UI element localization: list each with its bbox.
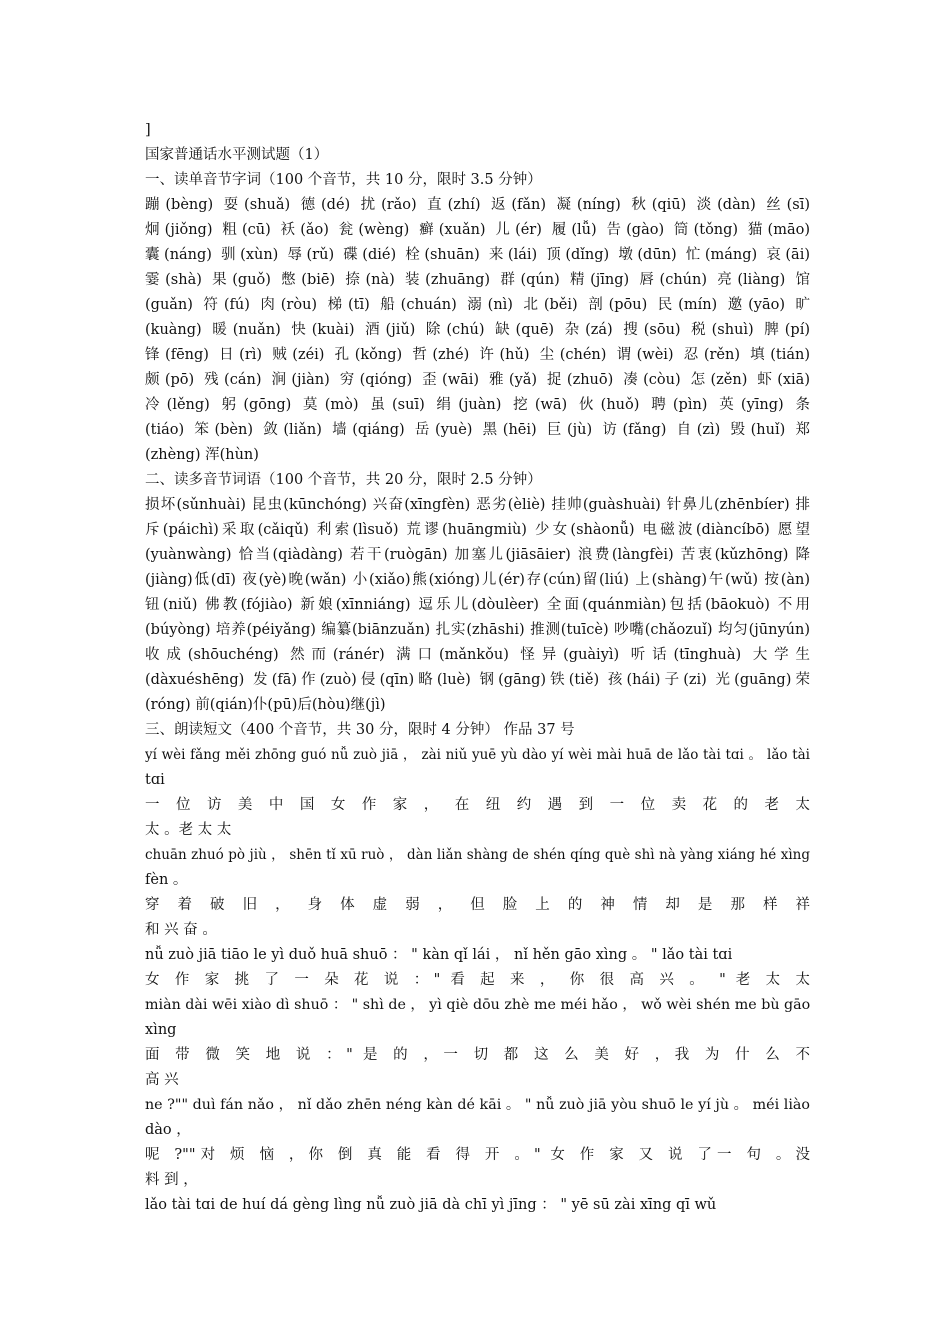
text-line: 二、读多音节词语（100 个音节，共 20 分，限时 2.5 分钟） — [145, 472, 542, 488]
text-line: (jiàng)低(dī) 夜(yè)晚(wǎn) 小(xiǎo)熊(xióng)儿(ér)存(cún)留(liú) 上(shàng)午(wǔ) 按(àn) — [145, 572, 810, 588]
text-line: 损坏(sǔnhuài) 昆虫(kūnchóng) 兴奋(xīngfèn) 恶劣(èliè) 挂帅(guàshuài) 针鼻儿(zhēnbíer) 排 — [145, 497, 810, 513]
text-line: 国家普通话水平测试题（1） — [145, 147, 329, 163]
text-line: (zhèng) 浑(hùn) — [145, 447, 259, 463]
text-line: 炯(jiǒng) 粗(cū) 袄(ǎo) 瓮(wèng) 癣(xuǎn) 儿(ér) 履(lǚ) 告(gào) 筒(tǒng) 猫(māo) — [145, 222, 810, 238]
document-body — [145, 118, 810, 1218]
text-line: 囊(náng) 驯(xùn) 辱(rǔ) 碟(dié) 栓(shuān) 来(lái) 顶(dǐng) 墩(dūn) 忙(máng) 哀(āi) — [145, 247, 810, 263]
text-line: (dàxuéshēng) 发(fā)作(zuò)侵(qīn)略(luè) 钢(gāng)铁(tiě) 孩(hái)子(zi) 光(guāng)荣 — [145, 672, 810, 688]
text-line: 和 兴 奋 。 — [145, 922, 217, 938]
text-line: fèn 。 — [145, 872, 188, 888]
text-line: ne ?"" duì fán nǎo ， nǐ dǎo zhēn néng kàn dé kāi 。 " nǚ zuò jiā yòu shuō le yí jù 。 méi liào — [145, 1097, 810, 1113]
text-line: (guǎn) 符(fú) 肉(ròu) 梯(tī) 船(chuán) 溺(nì) 北(běi) 剖(pōu) 民(mín) 邀(yāo) 旷 — [145, 297, 810, 313]
text-line: xìng — [145, 1022, 177, 1038]
text-line: chuān zhuó pò jiù ， shēn tǐ xū ruò ， dàn liǎn shàng de shén qíng què shì nà yàng xiáng hé xìng — [145, 847, 810, 863]
text-line: 面 带 微 笑 地 说 ：" 是 的 ，一 切 都 这 么 美 好 ，我 为 什 么 不 — [145, 1047, 810, 1063]
text-line: (kuàng) 暖(nuǎn) 快(kuài) 酒(jiǔ) 除(chú) 缺(quē) 杂(zá) 搜(sōu) 税(shuì) 脾(pí) — [145, 322, 810, 338]
text-line: 锋(fēng) 日(rì) 贼(zéi) 孔(kǒng) 哲(zhé) 许(hǔ) 尘(chén) 谓(wèi) 忍(rěn) 填(tián) — [145, 347, 810, 363]
text-line: 一、读单音节字词（100 个音节，共 10 分，限时 3.5 分钟） — [145, 172, 542, 188]
text-line: 钮(niǔ) 佛教(fójiào) 新娘(xīnniáng) 逗乐儿(dòulèer) 全面(quánmiàn)包括(bāokuò) 不用 — [145, 597, 810, 613]
text-line: 女 作 家 挑 了 一 朵 花 说 ：" 看 起 来 ， 你 很 高 兴 。 " 老 太 太 — [145, 972, 810, 988]
text-line: 颇(pō) 残(cán) 涧(jiàn) 穷(qióng) 歪(wāi) 雅(yǎ) 捉(zhuō) 凑(còu) 怎(zěn) 虾(xiā) — [145, 372, 810, 388]
text-line: miàn dài wēi xiào dì shuō ： " shì de ， yì qiè dōu zhè me méi hǎo ， wǒ wèi shén me bù gāo — [145, 997, 810, 1013]
text-line: 高 兴 — [145, 1072, 179, 1088]
text-line: (tiáo) 笨(bèn) 敛(liǎn) 墙(qiáng) 岳(yuè) 黑(hēi) 巨(jù) 访(fǎng) 自(zì) 毁(huǐ) 郑 — [145, 422, 810, 438]
text-line: 冷(lěng) 躬(gōng) 莫(mò) 虽(suī) 绢(juàn) 挖(wā) 伙(huǒ) 聘(pìn) 英(yīng) 条 — [145, 397, 810, 413]
text-line: 一 位 访 美 中 国 女 作 家 ， 在 纽 约 遇 到 一 位 卖 花 的 老 太 — [145, 797, 810, 813]
text-line: ] — [145, 122, 151, 138]
text-line: 穿 着 破 旧 ， 身 体 虚 弱 ， 但 脸 上 的 神 情 却 是 那 样 祥 — [145, 897, 810, 913]
text-line: 霎(shà) 果(guǒ) 憋(biē) 捺(nà) 装(zhuāng) 群(qún) 精(jīng) 唇(chún) 亮(liàng) 馆 — [145, 272, 810, 288]
text-line: 收成(shōuchéng) 然而(ránér) 满口(mǎnkǒu) 怪异(guàiyì) 听话(tīnghuà) 大学生 — [145, 647, 810, 663]
text-line: (búyòng) 培养(péiyǎng) 编纂(biānzuǎn) 扎实(zhāshi) 推测(tuīcè) 吵嘴(chǎozuǐ) 均匀(jūnyún) — [145, 622, 810, 638]
text-line: nǚ zuò jiā tiāo le yì duǒ huā shuō ： " kàn qǐ lái ， nǐ hěn gāo xìng 。 " lǎo tài tɑi — [145, 947, 733, 963]
text-line: 三、朗读短文（400 个音节，共 30 分，限时 4 分钟） 作品 37 号 — [145, 722, 575, 738]
text-line: (yuànwàng) 恰当(qiàdàng) 若干(ruògān) 加塞儿(jiāsāier) 浪费(làngfèi) 苦衷(kǔzhōng) 降 — [145, 547, 810, 563]
text-line: yí wèi fǎng měi zhōng guó nǚ zuò jiā ， zài niǔ yuē yù dào yí wèi mài huā de lǎo tài tɑi 。 lǎo tài — [145, 747, 810, 763]
text-line: 料 到 ， — [145, 1172, 198, 1188]
text-line: dào ， — [145, 1122, 191, 1138]
text-line: (róng) 前(qián)仆(pū)后(hòu)继(jì) — [145, 697, 386, 713]
text-line: lǎo tài tɑi de huí dá gèng lìng nǚ zuò jiā dà chī yì jīng ： " yē sū zài xīng qī wǔ — [145, 1197, 717, 1213]
text-line: 太 。老 太 太 — [145, 822, 232, 838]
text-line: 呢 ?""对 烦 恼 ，你 倒 真 能 看 得 开 。" 女 作 家 又 说 了一 句 。没 — [145, 1147, 810, 1163]
text-line: 斥(páichì)采取(cǎiqǔ) 利索(lìsuǒ) 荒谬(huāngmiù) 少女(shàonǚ) 电磁波(diàncíbō) 愿望 — [145, 522, 810, 538]
text-line: 蹦(bèng) 耍(shuǎ) 德(dé) 扰(rǎo) 直(zhí) 返(fǎn) 凝(níng) 秋(qiū) 淡(dàn) 丝(sī) — [145, 197, 810, 213]
text-line: tɑi — [145, 772, 165, 788]
